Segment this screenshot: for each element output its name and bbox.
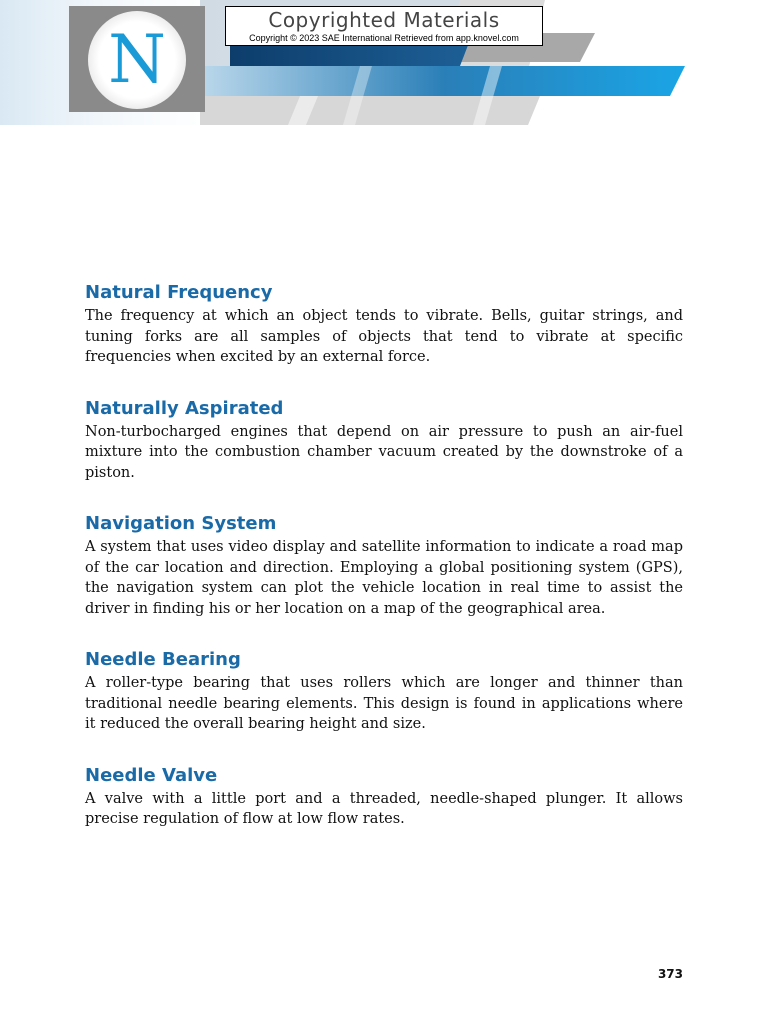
glossary-entry (85, 649, 683, 735)
copyright-notice: Copyright © 2023 SAE International Retrieved from app.knovel.com (249, 33, 519, 43)
glossary-entry (85, 282, 683, 368)
chapter-banner (0, 0, 768, 125)
glossary-content (85, 282, 683, 860)
copyright-title: Copyrighted Materials (268, 8, 500, 32)
page-number: 373 (657, 967, 683, 981)
section-letter-box (69, 6, 205, 112)
glossary-definition: A valve with a little port and a threaded, needle-shaped plunger. It allows precise regulation of flow at low flow rates. (85, 790, 683, 827)
glossary-definition: The frequency at which an object tends to vibrate. Bells, guitar strings, and tuning forks are all samples of objects that tend to vibrate at specific frequencies when excited by an external force. (85, 308, 683, 365)
section-letter-circle (88, 11, 186, 109)
glossary-entry (85, 765, 683, 830)
glossary-definition: A system that uses video display and satellite information to indicate a road map of the car location and direction. Employing a global positioning system (GPS), the navigation system can plot the vehicle location in real time to assist the driver in finding his or her location on a map of the geographical area. (85, 539, 683, 617)
glossary-entry (85, 398, 683, 484)
glossary-term: Naturally Aspirated (85, 397, 284, 419)
glossary-term: Needle Bearing (85, 649, 241, 670)
glossary-term: Needle Valve (85, 764, 218, 786)
glossary-entry (85, 513, 683, 619)
glossary-definition: Non-turbocharged engines that depend on air pressure to push an air-fuel mixture into the combustion chamber vacuum created by the downstroke of a piston. (85, 423, 683, 481)
glossary-term: Navigation System (85, 513, 277, 534)
section-letter: N (108, 21, 166, 98)
glossary-term: Natural Frequency (85, 282, 273, 303)
copyright-stamp (225, 6, 543, 46)
glossary-definition: A roller-type bearing that uses rollers which are longer and thinner than traditional needle bearing elements. This design is found in applications where it reduced the overall bearing height and size. (85, 675, 683, 732)
